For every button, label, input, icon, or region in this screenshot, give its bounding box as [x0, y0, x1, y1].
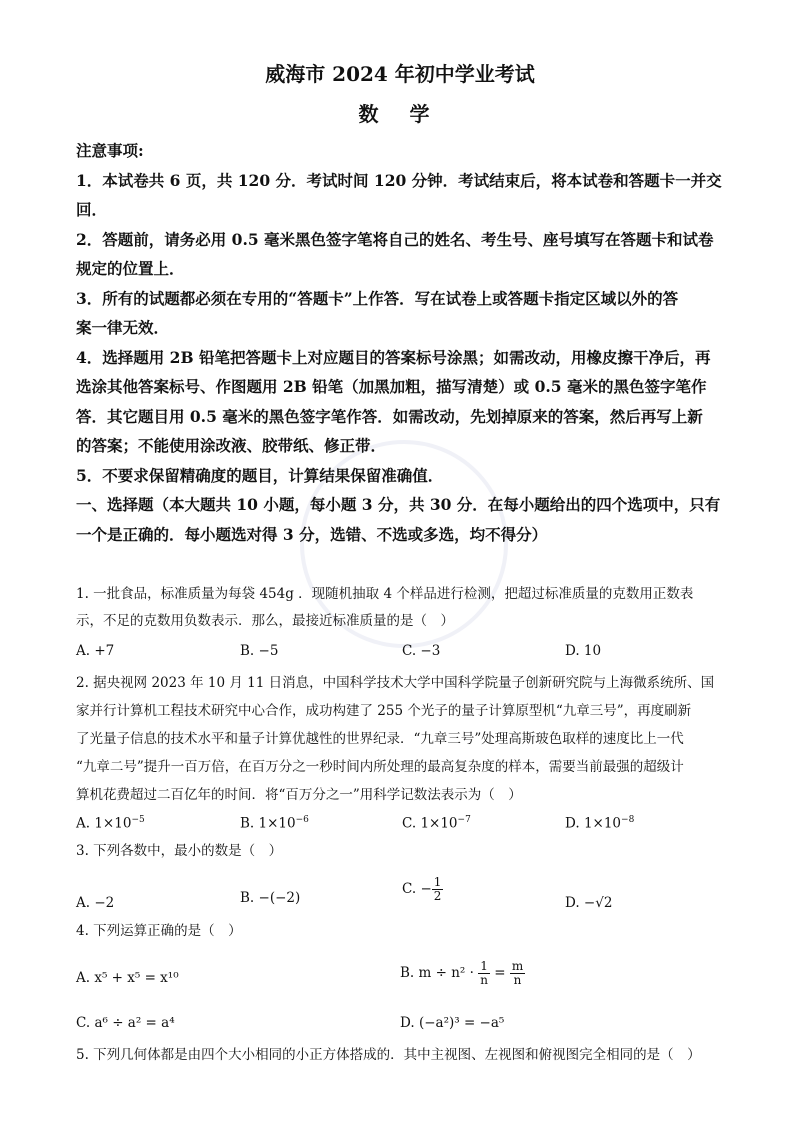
notice-line: 规定的位置上．: [76, 259, 185, 278]
notice-line: 3．所有的试题都必须在专用的“答题卡”上作答．写在试卷上或答题卡指定区域以外的答: [76, 288, 679, 308]
notice-line: 案一律无效．: [76, 318, 170, 337]
q2-option-c: C. $1\times 10^{-7}$: [402, 815, 471, 832]
q3-stem: 3. 下列各数中，最小的数是（ ）: [76, 843, 283, 859]
section-heading-line1: 一、选择题（本大题共 10 小题，每小题 3 分，共 30 分．在每小题给出的四个选项中，只有: [76, 495, 721, 514]
q4-option-a: A. x⁵ + x⁵ = x¹⁰: [76, 970, 179, 986]
fraction: $\frac{1}{2}$: [433, 875, 442, 903]
q2-option-a: A. $1\times 10^{-5}$: [76, 815, 145, 832]
notice-line: 4．选择题用 2B 铅笔把答题卡上对应题目的答案标号涂黑；如需改动，用橡皮擦干净后，再: [76, 347, 711, 367]
q1-stem-line2: 示，不足的克数用负数表示．那么，最接近标准质量的是（ ）: [76, 613, 454, 629]
notice-line: 2．答题前，请务必用 0.5 毫米黑色签字笔将自己的姓名、考生号、座号填写在答题卡和试卷: [76, 229, 714, 249]
notice-line: 1．本试卷共 6 页，共 120 分．考试时间 120 分钟．考试结束后，将本试卷和答题卡一并交: [76, 170, 722, 190]
notice-line: 的答案；不能使用涂改液、胶带纸、修正带．: [76, 436, 387, 455]
q3-option-a: A. −2: [76, 895, 115, 911]
q2-option-b: B. $1\times 10^{-6}$: [240, 815, 309, 832]
section-heading-line2: 一个是正确的．每小题选对得 3 分，选错、不选或多选，均不得分）: [76, 524, 548, 544]
q3-option-c: C. − $\frac{1}{2}$: [402, 875, 442, 903]
q1-option-d: D. 10: [565, 643, 602, 659]
q4-option-c: C. a⁶ ÷ a² = a⁴: [76, 1015, 175, 1031]
q4-option-b: B. m ÷ n² · $\frac{1}{n}$ = $\frac{m}{n}$: [400, 959, 524, 987]
notice-line: 选涂其他答案标号、作图题用 2B 铅笔（加黑加粗，描写清楚）或 0.5 毫米的黑色签字笔作: [76, 377, 707, 396]
q2-line: 了光量子信息的技术水平和量子计算优越性的世界纪录．“九章三号”处理高斯玻色取样的速度比上一代: [76, 731, 684, 747]
q2-line: 家并行计算机工程技术研究中心合作，成功构建了 255 个光子的量子计算原型机“九章三号”，再度刷新: [76, 703, 692, 719]
fraction: $\frac{m}{n}$: [511, 959, 524, 987]
q3-option-b: B. −(−2): [240, 890, 301, 906]
notices-heading: 注意事项:: [76, 141, 144, 160]
notice-line: 回．: [76, 200, 108, 219]
notice-line: 5．不要求保留精确度的题目，计算结果保留准确值．: [76, 465, 444, 485]
notice-line: 答．其它题目用 0.5 毫米的黑色签字笔作答．如需改动，先划掉原来的答案，然后再写上新: [76, 406, 703, 426]
q1-stem-line1: 1. 一批食品，标准质量为每袋 454g ．现随机抽取 4 个样品进行检测，把超过标准质量的克数用正数表: [76, 586, 694, 602]
notices-block: [76, 136, 728, 549]
q2-line: “九章二号”提升一百万倍，在百万分之一秒时间内所处理的最高复杂度的样本，需要当前最强的超级计: [76, 759, 684, 775]
q2-line: 算机花费超过二百亿年的时间．将“百万分之一”用科学记数法表示为（ ）: [76, 787, 522, 803]
q2-option-d: D. $1\times 10^{-8}$: [565, 815, 635, 832]
q1-option-c: C. −3: [402, 643, 441, 659]
exam-title: 威海市 2024 年初中学业考试: [265, 62, 535, 86]
q1-option-b: B. −5: [240, 643, 279, 659]
q5-stem: 5. 下列几何体都是由四个大小相同的小正方体搭成的．其中主视图、左视图和俯视图完全相同的是（ ）: [76, 1047, 701, 1063]
q3-option-d: D. −√2: [565, 895, 613, 911]
exam-subject: 数 学: [358, 102, 442, 126]
q2-line: 2. 据央视网 2023 年 10 月 11 日消息，中国科学技术大学中国科学院量子创新研究院与上海微系统所、国: [76, 675, 715, 691]
q1-option-a: A. +7: [76, 643, 115, 659]
fraction: $\frac{1}{n}$: [480, 959, 488, 987]
q4-option-d: D. (−a²)³ = −a⁵: [400, 1015, 505, 1031]
q4-stem: 4. 下列运算正确的是（ ）: [76, 923, 242, 939]
